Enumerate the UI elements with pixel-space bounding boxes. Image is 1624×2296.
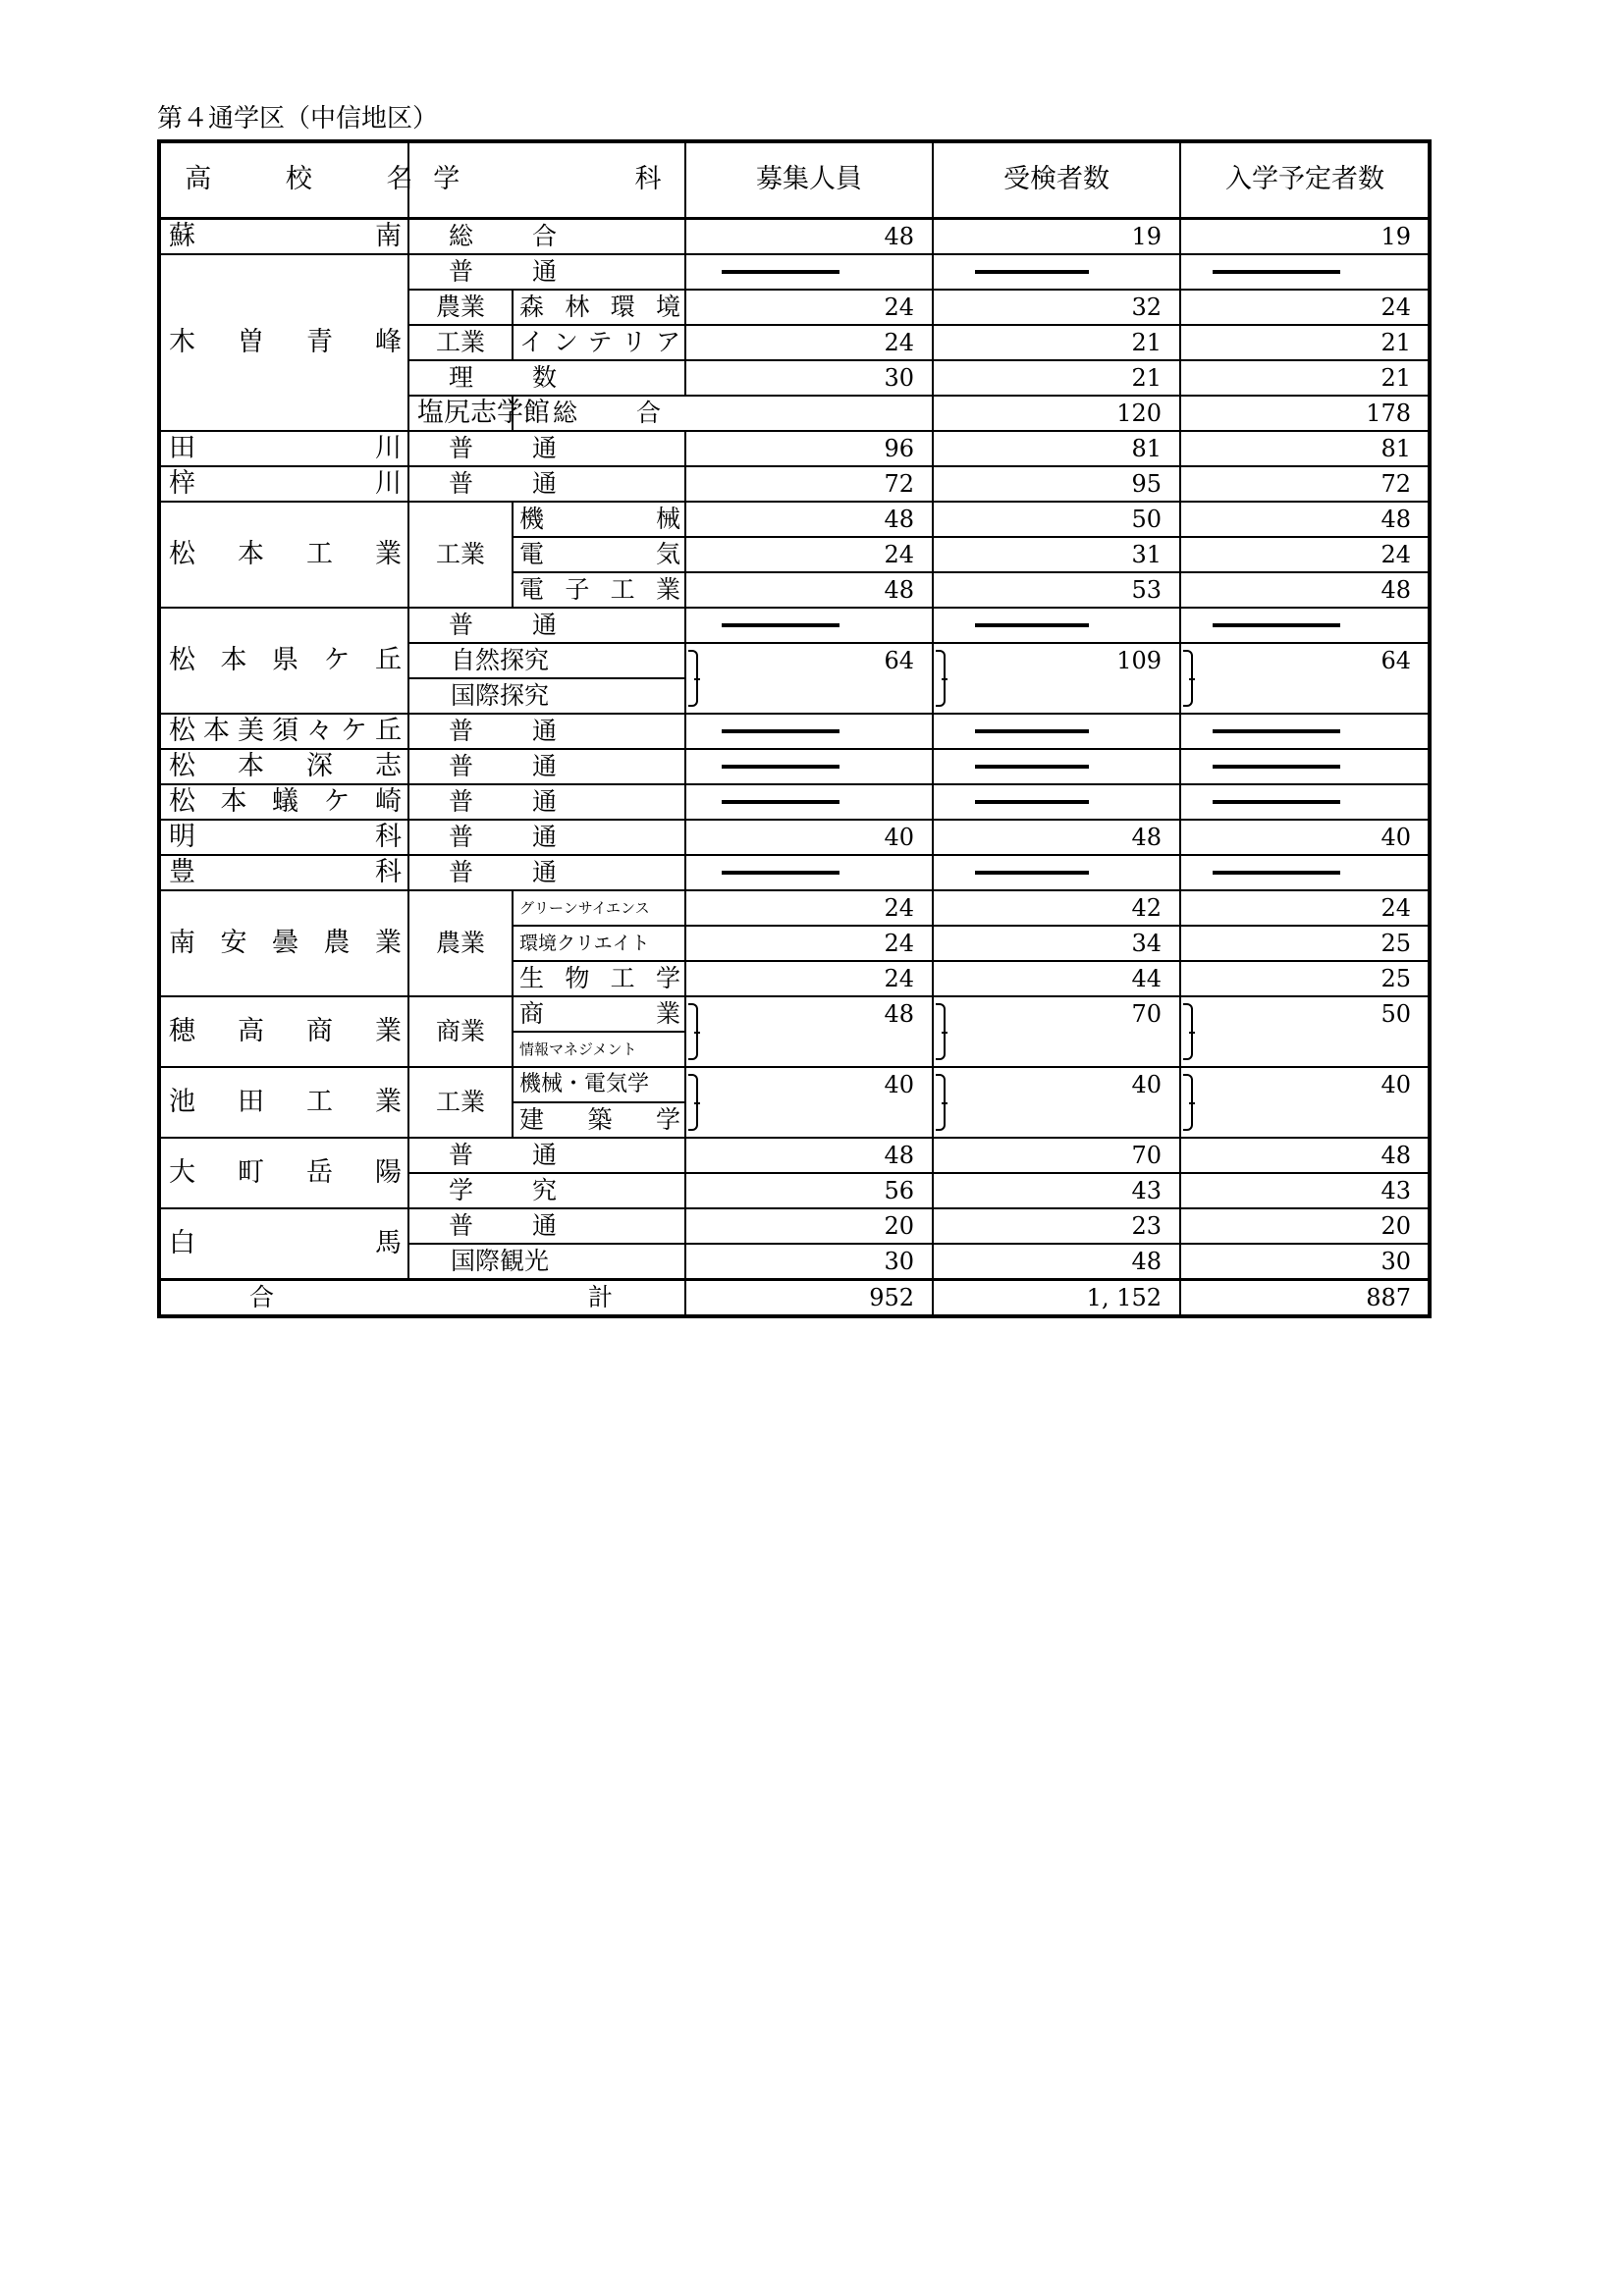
recruit-cell: 24 [685,926,933,961]
course-label: 商 業 [519,998,681,1028]
course-group: 農業 [408,290,513,325]
no-recruitment-dash [722,623,839,627]
examinees-cell [933,608,1180,643]
recruit-cell [685,784,933,820]
course-cell [513,537,685,572]
school-name: 松本美須々ケ丘 [159,714,408,749]
course-label: イ ン テ リ ア [519,327,681,356]
total-examinees: 1, 152 [933,1279,1180,1316]
examinees-cell [933,749,1180,784]
admitted-cell [1180,643,1430,714]
brace-tip-icon [1189,678,1195,680]
course-group: 商業 [408,996,513,1067]
examinees-cell: 178 [1180,396,1430,431]
examinees-cell [933,784,1180,820]
total-label: 合 計 [159,1279,685,1316]
recruit-cell: 72 [685,466,933,502]
examinees-cell: 50 [933,502,1180,537]
merged-value: 64 [884,646,915,674]
course-cell: 機械・電気学 [513,1067,685,1102]
recruit-cell: 96 [685,431,933,466]
no-recruitment-dash [1213,729,1340,733]
school-name: 梓川 [159,466,408,502]
no-recruitment-dash [722,800,839,804]
department-cell: 国際探究 [408,678,685,714]
school-name: 松本深志 [159,749,408,784]
admitted-cell [1180,996,1430,1067]
department-label: 普 通 [449,822,557,851]
merged-value: 109 [1116,646,1163,674]
brace-tip-icon [1189,1102,1195,1104]
merged-value: 40 [884,1070,915,1098]
examinees-cell: 43 [933,1173,1180,1208]
department-cell [408,218,685,254]
examinees-cell [933,714,1180,749]
recruit-cell: 48 [685,502,933,537]
department-cell [408,714,685,749]
merged-value: 64 [1380,646,1412,674]
recruit-cell: 30 [685,1244,933,1280]
brace-tip-icon [694,678,700,680]
header-row [159,141,1430,218]
merged-value: 50 [1380,999,1412,1028]
brace-tip-icon [942,678,947,680]
recruit-cell: 30 [685,360,933,396]
examinees-cell: 95 [933,466,1180,502]
table-row [159,1138,1430,1173]
course-cell [513,572,685,608]
admitted-cell [1180,784,1430,820]
admitted-cell: 30 [1180,1244,1430,1280]
examinees-cell [933,643,1180,714]
department-cell [408,1208,685,1244]
brace-tip-icon [942,1032,947,1034]
admitted-cell: 25 [1180,961,1430,996]
recruit-cell: 40 [685,820,933,855]
department-cell [408,784,685,820]
department-label: 総 合 [449,221,557,250]
course-cell: グリーンサイエンス [513,890,685,926]
school-name: 木曽青峰 [159,254,408,431]
examinees-cell: 23 [933,1208,1180,1244]
recruit-cell [685,855,933,890]
admitted-cell: 81 [1180,431,1430,466]
school-name: 南安曇農業 [159,890,408,996]
department-label: 普 通 [449,786,557,816]
recruit-cell: 24 [685,290,933,325]
brace-tip-icon [694,1032,700,1034]
recruit-cell: 120 [933,396,1180,431]
department-cell [513,396,933,431]
recruit-cell [685,608,933,643]
recruit-cell [685,714,933,749]
course-group: 工業 [408,502,513,608]
department-label: 普 通 [449,716,557,745]
department-label: 普 通 [449,1140,557,1169]
course-label: 電 子 工 業 [519,574,680,604]
school-name: 松本蟻ケ崎 [159,784,408,820]
admitted-cell: 48 [1180,572,1430,608]
course-cell [513,996,685,1032]
no-recruitment-dash [722,765,839,769]
course-group: 工業 [408,325,513,360]
course-cell [513,961,685,996]
examinees-cell: 81 [933,431,1180,466]
admitted-cell [1180,855,1430,890]
school-name: 塩尻志学館 [408,396,513,431]
examinees-cell: 48 [933,820,1180,855]
table-row [159,1208,1430,1244]
department-label: 理 数 [449,362,557,392]
header-school: 高 校 名 [159,141,408,218]
department-cell: 自然探究 [408,643,685,678]
department-cell [408,820,685,855]
examinees-cell [933,254,1180,290]
admitted-cell: 40 [1180,820,1430,855]
no-recruitment-dash [975,765,1089,769]
school-name: 明科 [159,820,408,855]
recruit-cell: 56 [685,1173,933,1208]
brace-tip-icon [694,1102,700,1104]
admitted-cell: 24 [1180,290,1430,325]
no-recruitment-dash [1213,765,1340,769]
recruit-cell: 48 [685,1138,933,1173]
department-cell [408,466,685,502]
total-recruit: 952 [685,1279,933,1316]
merged-value: 40 [1131,1070,1163,1098]
school-name: 豊科 [159,855,408,890]
page-title: 第４通学区（中信地区） [157,104,439,133]
department-label: 普 通 [449,610,557,639]
department-cell [408,749,685,784]
recruit-cell: 20 [685,1208,933,1244]
table-row [159,1067,1430,1102]
department-cell [408,360,685,396]
course-cell [513,1102,685,1138]
admitted-cell [1180,608,1430,643]
course-label: 機 械 [519,504,681,533]
course-cell: 環境クリエイト [513,926,685,961]
examinees-cell: 31 [933,537,1180,572]
department-cell [408,254,685,290]
examinees-cell: 42 [933,890,1180,926]
recruit-cell [685,254,933,290]
no-recruitment-dash [722,270,839,274]
no-recruitment-dash [975,871,1089,875]
admitted-cell [1180,749,1430,784]
course-cell [513,325,685,360]
recruit-cell: 24 [685,890,933,926]
no-recruitment-dash [975,800,1089,804]
total-admitted: 887 [1180,1279,1430,1316]
no-recruitment-dash [722,729,839,733]
no-recruitment-dash [975,623,1089,627]
department-label: 普 通 [449,857,557,886]
school-name: 池田工業 [159,1067,408,1138]
department-label: 総 合 [553,398,661,427]
department-label: 普 通 [449,751,557,780]
merged-value: 70 [1131,999,1163,1028]
header-recruit: 募集人員 [685,141,933,218]
school-name: 大町岳陽 [159,1138,408,1208]
course-cell: 情報マネジメント [513,1032,685,1067]
admitted-cell [1180,254,1430,290]
table-row [159,820,1430,855]
examinees-cell: 21 [933,360,1180,396]
recruit-cell [685,1067,933,1138]
admitted-cell: 25 [1180,926,1430,961]
examinees-cell [933,1067,1180,1138]
table-row [159,431,1430,466]
examinees-cell [933,996,1180,1067]
total-row [159,1279,1430,1316]
course-group: 農業 [408,890,513,996]
no-recruitment-dash [1213,800,1340,804]
course-cell [513,502,685,537]
examinees-cell: 21 [933,325,1180,360]
admitted-cell: 72 [1180,466,1430,502]
table-row [159,466,1430,502]
examinees-cell: 48 [933,1244,1180,1280]
department-cell [408,608,685,643]
admitted-cell: 21 [1180,325,1430,360]
brace-tip-icon [1189,1032,1195,1034]
examinees-cell: 70 [933,1138,1180,1173]
school-name: 田川 [159,431,408,466]
no-recruitment-dash [1213,871,1340,875]
no-recruitment-dash [1213,270,1340,274]
recruit-cell: 48 [685,572,933,608]
table-row [159,890,1430,926]
examinees-cell [933,855,1180,890]
school-name: 穂高商業 [159,996,408,1067]
admitted-cell: 20 [1180,1208,1430,1244]
course-cell [513,290,685,325]
table-row [159,784,1430,820]
admitted-cell: 24 [1180,537,1430,572]
header-examinees: 受検者数 [933,141,1180,218]
department-cell: 国際観光 [408,1244,685,1280]
course-label: 生 物 工 学 [519,963,680,992]
no-recruitment-dash [1213,623,1340,627]
header-admitted: 入学予定者数 [1180,141,1430,218]
school-name: 松本工業 [159,502,408,608]
enrollment-table [157,139,1432,1318]
department-cell [408,1138,685,1173]
course-group: 工業 [408,1067,513,1138]
recruit-cell: 24 [685,537,933,572]
table-row [159,996,1430,1032]
admitted-cell: 21 [1180,360,1430,396]
recruit-cell: 24 [685,961,933,996]
course-label: 森 林 環 境 [519,292,680,321]
header-department: 学 科 [408,141,685,218]
brace-tip-icon [942,1102,947,1104]
admitted-cell [1180,1067,1430,1138]
examinees-cell: 44 [933,961,1180,996]
department-cell [408,1173,685,1208]
department-label: 普 通 [449,1210,557,1240]
recruit-cell: 24 [685,325,933,360]
admitted-cell: 24 [1180,890,1430,926]
recruit-cell [685,749,933,784]
merged-value: 48 [884,999,915,1028]
no-recruitment-dash [975,729,1089,733]
examinees-cell: 34 [933,926,1180,961]
examinees-cell: 32 [933,290,1180,325]
school-name: 松本県ケ丘 [159,608,408,714]
department-label: 学 究 [449,1175,557,1204]
table-row [159,502,1430,537]
admitted-cell [1180,714,1430,749]
admitted-cell: 48 [1180,502,1430,537]
school-name: 蘇南 [159,218,408,254]
department-cell [408,431,685,466]
department-label: 普 通 [449,256,557,286]
no-recruitment-dash [975,270,1089,274]
recruit-cell [685,996,933,1067]
table-row [159,218,1430,254]
school-name: 白馬 [159,1208,408,1280]
department-label: 普 通 [449,468,557,498]
admitted-cell: 43 [1180,1173,1430,1208]
table-row [159,714,1430,749]
course-label: 建 築 学 [519,1104,681,1134]
department-label: 普 通 [449,433,557,462]
admitted-cell: 48 [1180,1138,1430,1173]
merged-value: 40 [1380,1070,1412,1098]
admitted-cell: 19 [1180,218,1430,254]
table-row [159,855,1430,890]
table-row [159,254,1430,290]
examinees-cell: 19 [933,218,1180,254]
recruit-cell: 48 [685,218,933,254]
examinees-cell: 53 [933,572,1180,608]
table-row [159,749,1430,784]
recruit-cell [685,643,933,714]
no-recruitment-dash [722,871,839,875]
department-cell [408,855,685,890]
table-row [159,608,1430,643]
course-label: 電 気 [519,539,681,568]
